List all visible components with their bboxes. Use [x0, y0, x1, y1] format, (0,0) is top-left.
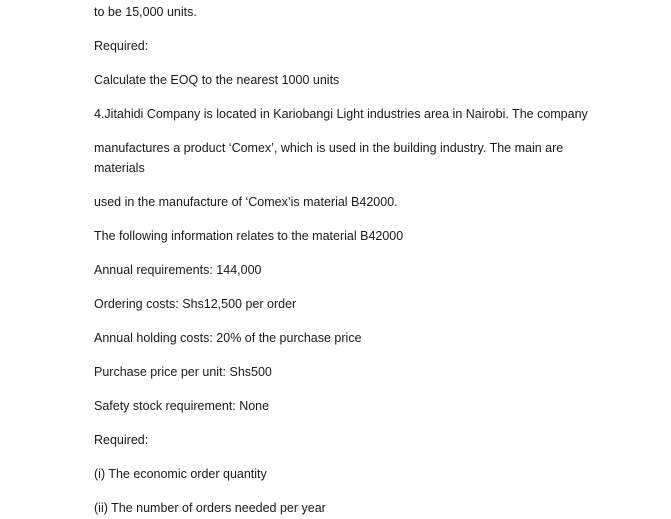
annual-requirements: Annual requirements: 144,000: [94, 263, 262, 277]
text-line-continuation: to be 15,000 units.: [94, 5, 197, 19]
question-4-materials: materials: [94, 161, 145, 175]
info-intro: The following information relates to the material B42000: [94, 229, 404, 243]
question-4-intro: 4.Jitahidi Company is located in Kariobangi Light industries area in Nairobi. The company: [94, 107, 588, 121]
purchase-price: Purchase price per unit: Shs500: [94, 365, 272, 379]
annual-holding-costs: Annual holding costs: 20% of the purchase price: [94, 331, 362, 345]
required-heading-1: Required:: [94, 39, 149, 53]
required-heading-2: Required:: [94, 433, 149, 447]
question-4-material-used: used in the manufacture of ‘Comex’is material B42000.: [94, 195, 398, 209]
safety-stock: Safety stock requirement: None: [94, 399, 270, 413]
required-item-ii: (ii) The number of orders needed per year: [94, 501, 326, 515]
instruction-eoq: Calculate the EOQ to the nearest 1000 units: [94, 73, 340, 87]
required-item-i: (i) The economic order quantity: [94, 467, 267, 481]
ordering-costs: Ordering costs: Shs12,500 per order: [94, 297, 297, 311]
question-4-product: manufactures a product ‘Comex’, which is used in the building industry. The main are: [94, 141, 564, 155]
